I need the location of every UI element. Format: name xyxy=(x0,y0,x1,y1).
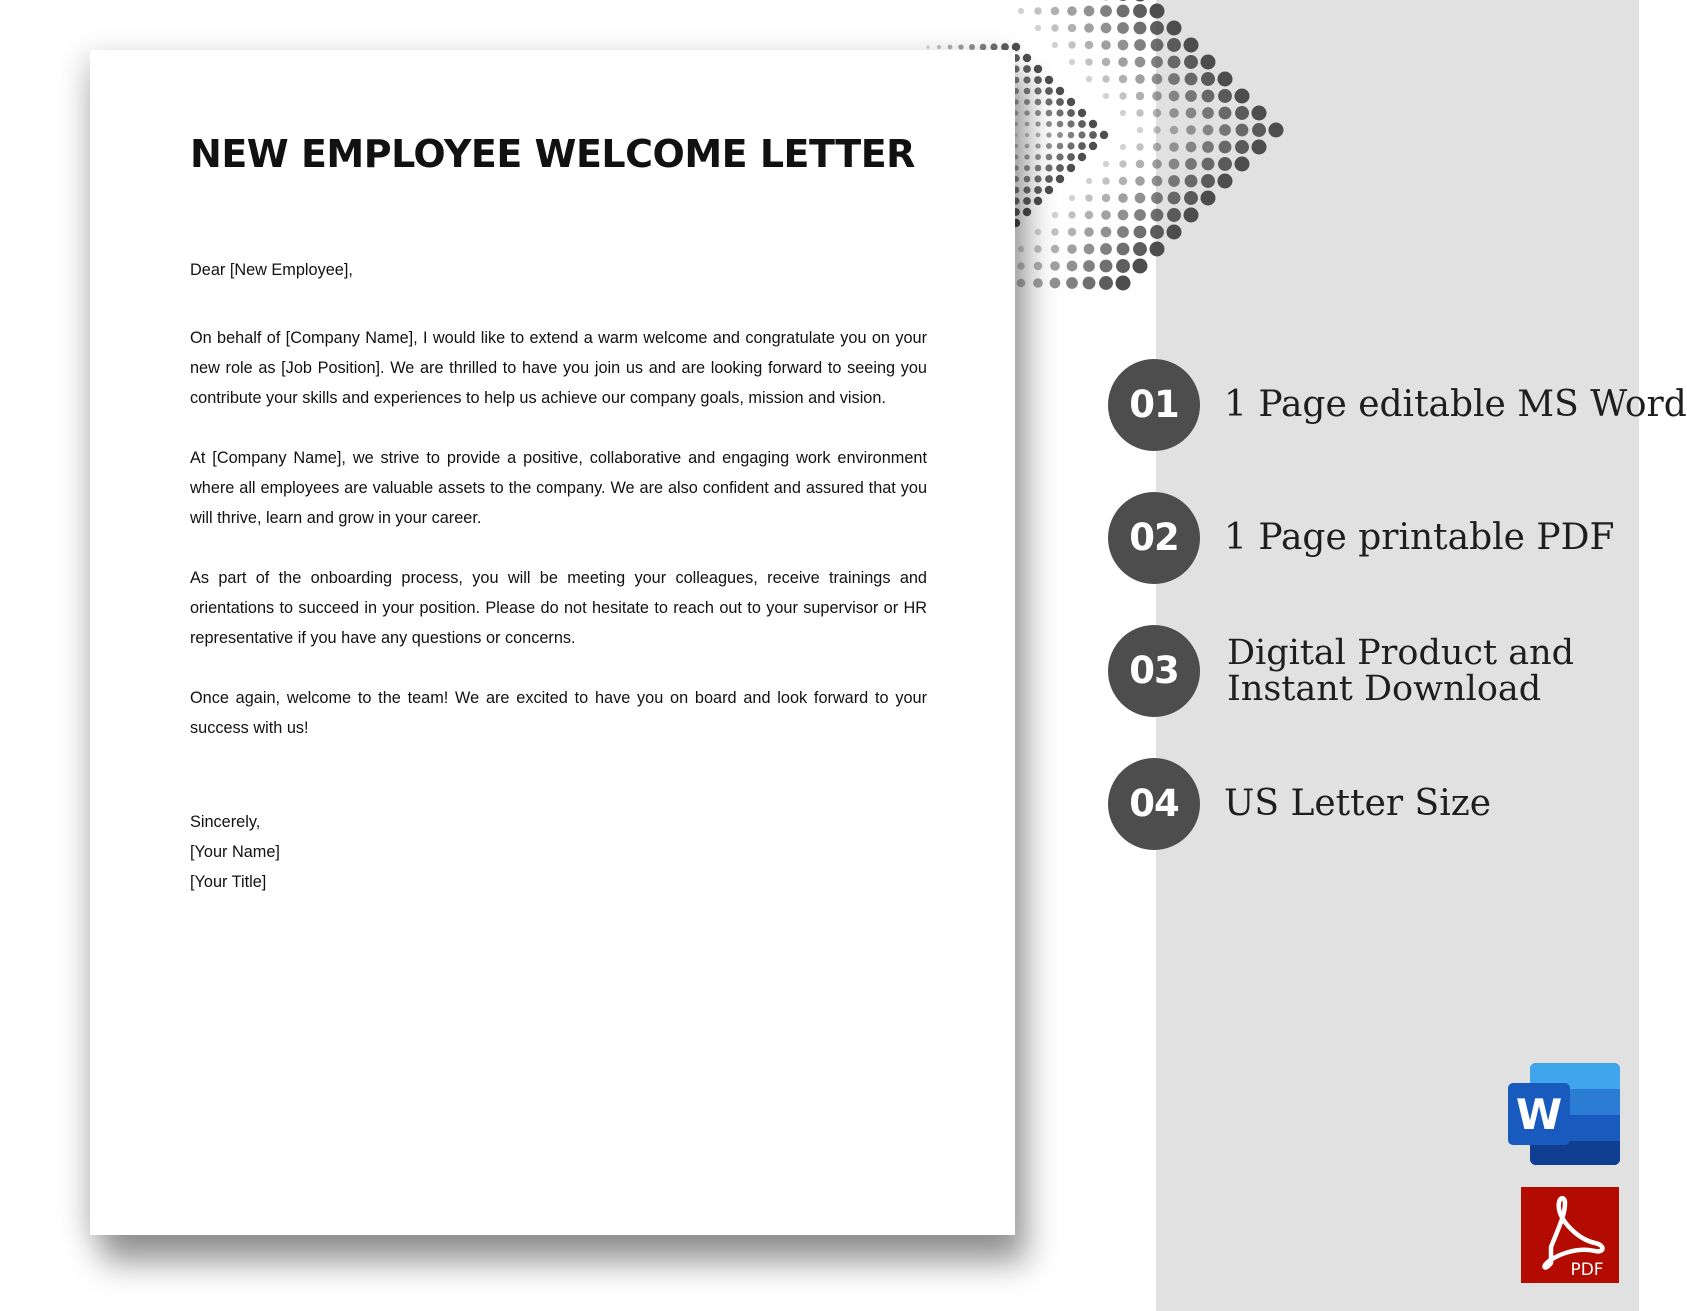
halftone-dot xyxy=(1023,197,1031,205)
halftone-dot xyxy=(1153,109,1162,118)
halftone-dot xyxy=(1168,56,1181,69)
word-icon-letter: W xyxy=(1515,1090,1563,1139)
halftone-dot xyxy=(1218,174,1233,189)
halftone-dot xyxy=(1017,262,1024,269)
halftone-dot xyxy=(1069,59,1075,65)
halftone-dot xyxy=(1023,76,1030,83)
halftone-dot xyxy=(1136,92,1145,101)
halftone-dot xyxy=(1135,176,1145,186)
halftone-dot xyxy=(1203,125,1214,136)
halftone-dot xyxy=(1050,261,1060,271)
halftone-dot xyxy=(1024,88,1031,95)
halftone-dot xyxy=(1067,120,1074,127)
halftone-dot xyxy=(1134,226,1147,239)
halftone-dot xyxy=(1085,41,1094,50)
halftone-dot xyxy=(1069,195,1075,201)
halftone-dot xyxy=(1034,262,1043,271)
halftone-dot xyxy=(1035,154,1041,160)
halftone-dot xyxy=(1068,211,1075,218)
halftone-dot xyxy=(1168,73,1180,85)
halftone-dot xyxy=(1052,42,1058,48)
halftone-dot xyxy=(1056,164,1064,172)
halftone-dot xyxy=(1202,158,1215,171)
halftone-dot xyxy=(1035,165,1042,172)
halftone-dot xyxy=(1201,72,1215,86)
halftone-dot xyxy=(1152,74,1163,85)
halftone-dot xyxy=(1086,76,1092,82)
halftone-dot xyxy=(1100,260,1113,273)
halftone-dot xyxy=(1135,74,1145,84)
feature-number-badge: 04 xyxy=(1108,758,1200,850)
halftone-dot xyxy=(1089,131,1097,139)
halftone-dot xyxy=(1046,154,1053,161)
halftone-dot xyxy=(1102,58,1111,67)
halftone-dot xyxy=(1034,245,1041,252)
pdf-icon xyxy=(1521,1187,1619,1283)
halftone-dot xyxy=(1202,141,1214,153)
letter-body xyxy=(190,255,927,897)
halftone-dot xyxy=(1024,99,1030,105)
halftone-dot xyxy=(958,44,963,49)
halftone-dot xyxy=(1135,57,1146,68)
halftone-dot xyxy=(1133,259,1148,274)
halftone-dot xyxy=(937,45,941,49)
halftone-dot xyxy=(1153,126,1160,133)
halftone-dot xyxy=(1034,186,1042,194)
halftone-dot xyxy=(1120,144,1126,150)
halftone-dot xyxy=(1167,208,1181,222)
halftone-dot xyxy=(1025,144,1030,149)
halftone-dot xyxy=(1119,177,1128,186)
halftone-dot xyxy=(1134,39,1146,51)
halftone-dot xyxy=(1235,157,1250,172)
halftone-dot xyxy=(1184,191,1198,205)
halftone-dot xyxy=(1152,91,1162,101)
halftone-dot xyxy=(1067,109,1075,117)
halftone-dot xyxy=(1078,120,1086,128)
halftone-dot xyxy=(1046,132,1051,137)
halftone-dot xyxy=(1068,228,1077,237)
halftone-dot xyxy=(1102,75,1109,82)
halftone-dot xyxy=(1133,242,1147,256)
halftone-dot xyxy=(1116,0,1130,1)
halftone-dot xyxy=(1150,21,1164,35)
halftone-dot xyxy=(1034,76,1042,84)
feature-label-line-1: Digital Product and xyxy=(1227,633,1575,673)
halftone-dot xyxy=(1184,55,1198,69)
halftone-dot xyxy=(1133,4,1147,18)
halftone-dot xyxy=(1100,243,1112,255)
halftone-dot xyxy=(1085,58,1092,65)
letter-closing: Sincerely, xyxy=(190,813,261,831)
feature-number-badge: 03 xyxy=(1108,625,1200,717)
halftone-dot xyxy=(1025,122,1030,127)
halftone-dot xyxy=(1051,7,1060,16)
halftone-dot xyxy=(1185,73,1198,86)
halftone-dot xyxy=(1025,133,1029,137)
halftone-dot xyxy=(1084,23,1094,33)
halftone-dot xyxy=(1120,110,1126,116)
halftone-dot xyxy=(1219,107,1232,120)
halftone-dot xyxy=(1045,186,1053,194)
halftone-dot xyxy=(1035,143,1040,148)
halftone-dot xyxy=(1083,260,1095,272)
halftone-dot xyxy=(1169,108,1179,118)
signature-title: [Your Title] xyxy=(190,873,267,891)
halftone-dot xyxy=(1067,6,1077,16)
pdf-icon-label: PDF xyxy=(1570,1260,1604,1280)
halftone-dot xyxy=(1186,142,1197,153)
halftone-dot xyxy=(1045,76,1053,84)
halftone-dot xyxy=(1035,110,1041,116)
halftone-dot xyxy=(1235,106,1249,120)
letter-greeting: Dear [New Employee], xyxy=(190,261,353,279)
halftone-dot xyxy=(1078,142,1086,150)
halftone-dot xyxy=(1034,175,1041,182)
halftone-dot xyxy=(1101,227,1112,238)
halftone-dot xyxy=(1034,65,1042,73)
halftone-dot xyxy=(1035,99,1042,106)
halftone-dot xyxy=(1101,210,1111,220)
halftone-dot xyxy=(1057,121,1064,128)
halftone-dot xyxy=(1018,8,1024,14)
halftone-dot xyxy=(1269,123,1284,138)
halftone-dot xyxy=(1136,143,1143,150)
halftone-dot xyxy=(1201,55,1216,70)
halftone-dot xyxy=(1068,132,1075,139)
halftone-dot xyxy=(1018,246,1024,252)
halftone-dot xyxy=(1219,141,1232,154)
halftone-dot xyxy=(1118,193,1128,203)
feature-label: US Letter Size xyxy=(1224,783,1491,824)
halftone-dot xyxy=(1046,110,1053,117)
halftone-dot xyxy=(1068,41,1075,48)
halftone-dot xyxy=(1186,108,1197,119)
halftone-dot xyxy=(1035,25,1041,31)
halftone-dot xyxy=(1116,276,1131,291)
halftone-dot xyxy=(1057,132,1063,138)
halftone-dot xyxy=(1103,161,1109,167)
halftone-dot xyxy=(1045,98,1052,105)
halftone-dot xyxy=(926,45,930,49)
halftone-dot xyxy=(1152,176,1163,187)
halftone-dot xyxy=(1151,209,1164,222)
halftone-dot xyxy=(1117,226,1129,238)
halftone-dot xyxy=(1185,90,1197,102)
halftone-dot xyxy=(1067,244,1077,254)
halftone-dot xyxy=(1056,87,1064,95)
halftone-dot xyxy=(1045,164,1052,171)
halftone-dot xyxy=(1218,72,1233,87)
halftone-dot xyxy=(1184,38,1199,53)
feature-number-badge: 02 xyxy=(1108,492,1200,584)
letter-paragraph-2: At [Company Name], we strive to provide a positive, collaborative and engaging work environment where all employees are valuable assets to the company. We are also confident and assured that you will thrive, learn and grow in your career. xyxy=(190,449,927,527)
halftone-dot xyxy=(1078,153,1086,161)
letter-paragraph-3: As part of the onboarding process, you will be meeting your colleagues, receive trainings and orientations to succeed in your position. Please do not hesitate to reach out to your supervisor or HR representative if you have any questions or concerns. xyxy=(190,569,927,647)
halftone-dot xyxy=(1045,175,1053,183)
halftone-dot xyxy=(1218,157,1232,171)
halftone-dot xyxy=(1150,242,1165,257)
halftone-dot xyxy=(1117,5,1130,18)
feature-item-1 xyxy=(1108,359,1687,451)
halftone-dot xyxy=(1134,209,1146,221)
halftone-dot xyxy=(1023,186,1030,193)
halftone-dot xyxy=(1035,121,1040,126)
halftone-dot xyxy=(1201,191,1216,206)
halftone-dot xyxy=(1117,22,1129,34)
letter-signature xyxy=(190,807,927,897)
halftone-dot xyxy=(1034,87,1041,94)
halftone-dot xyxy=(1101,23,1112,34)
halftone-dot xyxy=(1136,109,1143,116)
halftone-dot xyxy=(1151,192,1163,204)
halftone-dot xyxy=(1151,39,1164,52)
halftone-dot xyxy=(1185,175,1198,188)
feature-label: 1 Page printable PDF xyxy=(1224,517,1615,558)
halftone-dot xyxy=(1101,40,1111,50)
feature-item-4 xyxy=(1108,758,1639,850)
halftone-dot xyxy=(1034,7,1041,14)
halftone-dot xyxy=(1100,5,1112,17)
halftone-dot xyxy=(1045,87,1053,95)
halftone-dot xyxy=(1067,153,1075,161)
halftone-dot xyxy=(1185,158,1197,170)
letter-paragraph-4: Once again, welcome to the team! We are excited to have you on board and look forward to your success with us! xyxy=(190,689,927,737)
halftone-dot xyxy=(1136,160,1145,169)
ms-word-icon xyxy=(1508,1063,1620,1165)
halftone-dot xyxy=(1167,21,1182,36)
halftone-dot xyxy=(1086,178,1092,184)
halftone-dot xyxy=(1137,127,1143,133)
halftone-dot xyxy=(1252,140,1267,155)
halftone-dot xyxy=(1067,142,1074,149)
halftone-dot xyxy=(1252,123,1266,137)
halftone-dot xyxy=(1056,153,1063,160)
halftone-dot xyxy=(1036,133,1041,138)
halftone-dot xyxy=(1118,40,1129,51)
feature-label-line-2: Instant Download xyxy=(1227,669,1542,709)
halftone-dot xyxy=(1052,212,1058,218)
halftone-dot xyxy=(1067,98,1075,106)
halftone-dot xyxy=(1023,65,1031,73)
halftone-dot xyxy=(1167,225,1182,240)
halftone-dot xyxy=(1103,93,1109,99)
halftone-dot xyxy=(1051,24,1058,31)
feature-label: 1 Page editable MS Word xyxy=(1224,384,1687,425)
halftone-dot xyxy=(1117,243,1130,256)
halftone-dot xyxy=(1150,225,1164,239)
halftone-dot xyxy=(1056,109,1063,116)
halftone-dot xyxy=(1102,194,1111,203)
halftone-dot xyxy=(1202,90,1215,103)
halftone-dot xyxy=(1024,176,1031,183)
halftone-dot xyxy=(1046,121,1052,127)
signature-name: [Your Name] xyxy=(190,843,280,861)
halftone-dot xyxy=(1186,125,1196,135)
halftone-dot xyxy=(1067,164,1075,172)
feature-item-2 xyxy=(1108,492,1639,584)
halftone-dot xyxy=(1235,89,1250,104)
halftone-dot xyxy=(1152,159,1162,169)
halftone-dot xyxy=(1168,192,1181,205)
halftone-dot xyxy=(1084,244,1095,255)
halftone-dot xyxy=(1024,165,1030,171)
halftone-dot xyxy=(1219,124,1231,136)
halftone-dot xyxy=(1067,261,1078,272)
halftone-dot xyxy=(1057,143,1064,150)
halftone-dot xyxy=(1051,228,1058,235)
halftone-dot xyxy=(1202,107,1214,119)
feature-number-badge: 01 xyxy=(1108,359,1200,451)
halftone-dot xyxy=(1033,278,1043,288)
halftone-dot xyxy=(1102,177,1109,184)
halftone-dot xyxy=(1085,211,1094,220)
halftone-dot xyxy=(1118,210,1129,221)
halftone-dot xyxy=(1023,208,1031,216)
halftone-dot xyxy=(1056,98,1064,106)
halftone-dot xyxy=(1023,54,1031,62)
halftone-dot xyxy=(1068,24,1077,33)
halftone-dot xyxy=(1066,277,1078,289)
halftone-dot xyxy=(1084,227,1094,237)
halftone-dot xyxy=(1236,124,1249,137)
halftone-dot xyxy=(1078,109,1086,117)
halftone-dot xyxy=(1252,106,1267,121)
halftone-dot xyxy=(1170,126,1179,135)
halftone-dot xyxy=(1134,22,1147,35)
halftone-dot xyxy=(1118,57,1128,67)
halftone-dot xyxy=(1167,38,1181,52)
halftone-dot xyxy=(1099,276,1113,290)
letter-paragraph-1: On behalf of [Company Name], I would like to extend a warm welcome and congratulate you on your new role as [Job Position]. We are thrilled to have you join us and are looking forward to seeing you contribute your skills and experiences to help us achieve our company goals, mission and vision. xyxy=(190,329,927,407)
halftone-dot xyxy=(1034,197,1042,205)
halftone-dot xyxy=(1051,245,1060,254)
halftone-dot xyxy=(1184,208,1199,223)
halftone-dot xyxy=(1201,174,1215,188)
halftone-dot xyxy=(1083,277,1096,290)
halftone-dot xyxy=(1035,229,1041,235)
halftone-dot xyxy=(1024,110,1029,115)
halftone-dot xyxy=(1135,193,1146,204)
halftone-dot xyxy=(1119,75,1128,84)
feature-item-3 xyxy=(1108,625,1639,717)
halftone-dot xyxy=(1133,0,1148,2)
halftone-dot xyxy=(1169,91,1180,102)
halftone-dot xyxy=(1218,89,1232,103)
halftone-dot xyxy=(1119,92,1126,99)
halftone-dot xyxy=(1024,154,1029,159)
letter-page xyxy=(90,50,1015,1235)
halftone-dot xyxy=(1017,279,1026,288)
halftone-dot xyxy=(1235,140,1249,154)
halftone-dot xyxy=(1169,142,1179,152)
halftone-dot xyxy=(1119,160,1126,167)
halftone-dot xyxy=(1151,56,1163,68)
feature-label xyxy=(1227,625,1574,717)
halftone-dot xyxy=(1046,143,1052,149)
halftone-dot xyxy=(1078,131,1085,138)
halftone-dot xyxy=(1168,175,1180,187)
halftone-dot xyxy=(1050,278,1061,289)
halftone-dot xyxy=(1084,6,1095,17)
halftone-dot xyxy=(1116,259,1130,273)
halftone-dot xyxy=(1150,4,1165,19)
halftone-dot xyxy=(1085,194,1092,201)
letter-title: NEW EMPLOYEE WELCOME LETTER xyxy=(190,132,915,176)
halftone-dot xyxy=(1100,131,1108,139)
halftone-dot xyxy=(1153,143,1162,152)
halftone-dot xyxy=(948,45,953,50)
halftone-dot xyxy=(1056,175,1064,183)
halftone-dot xyxy=(1169,159,1180,170)
halftone-dot xyxy=(1089,142,1097,150)
halftone-dot xyxy=(1089,120,1097,128)
